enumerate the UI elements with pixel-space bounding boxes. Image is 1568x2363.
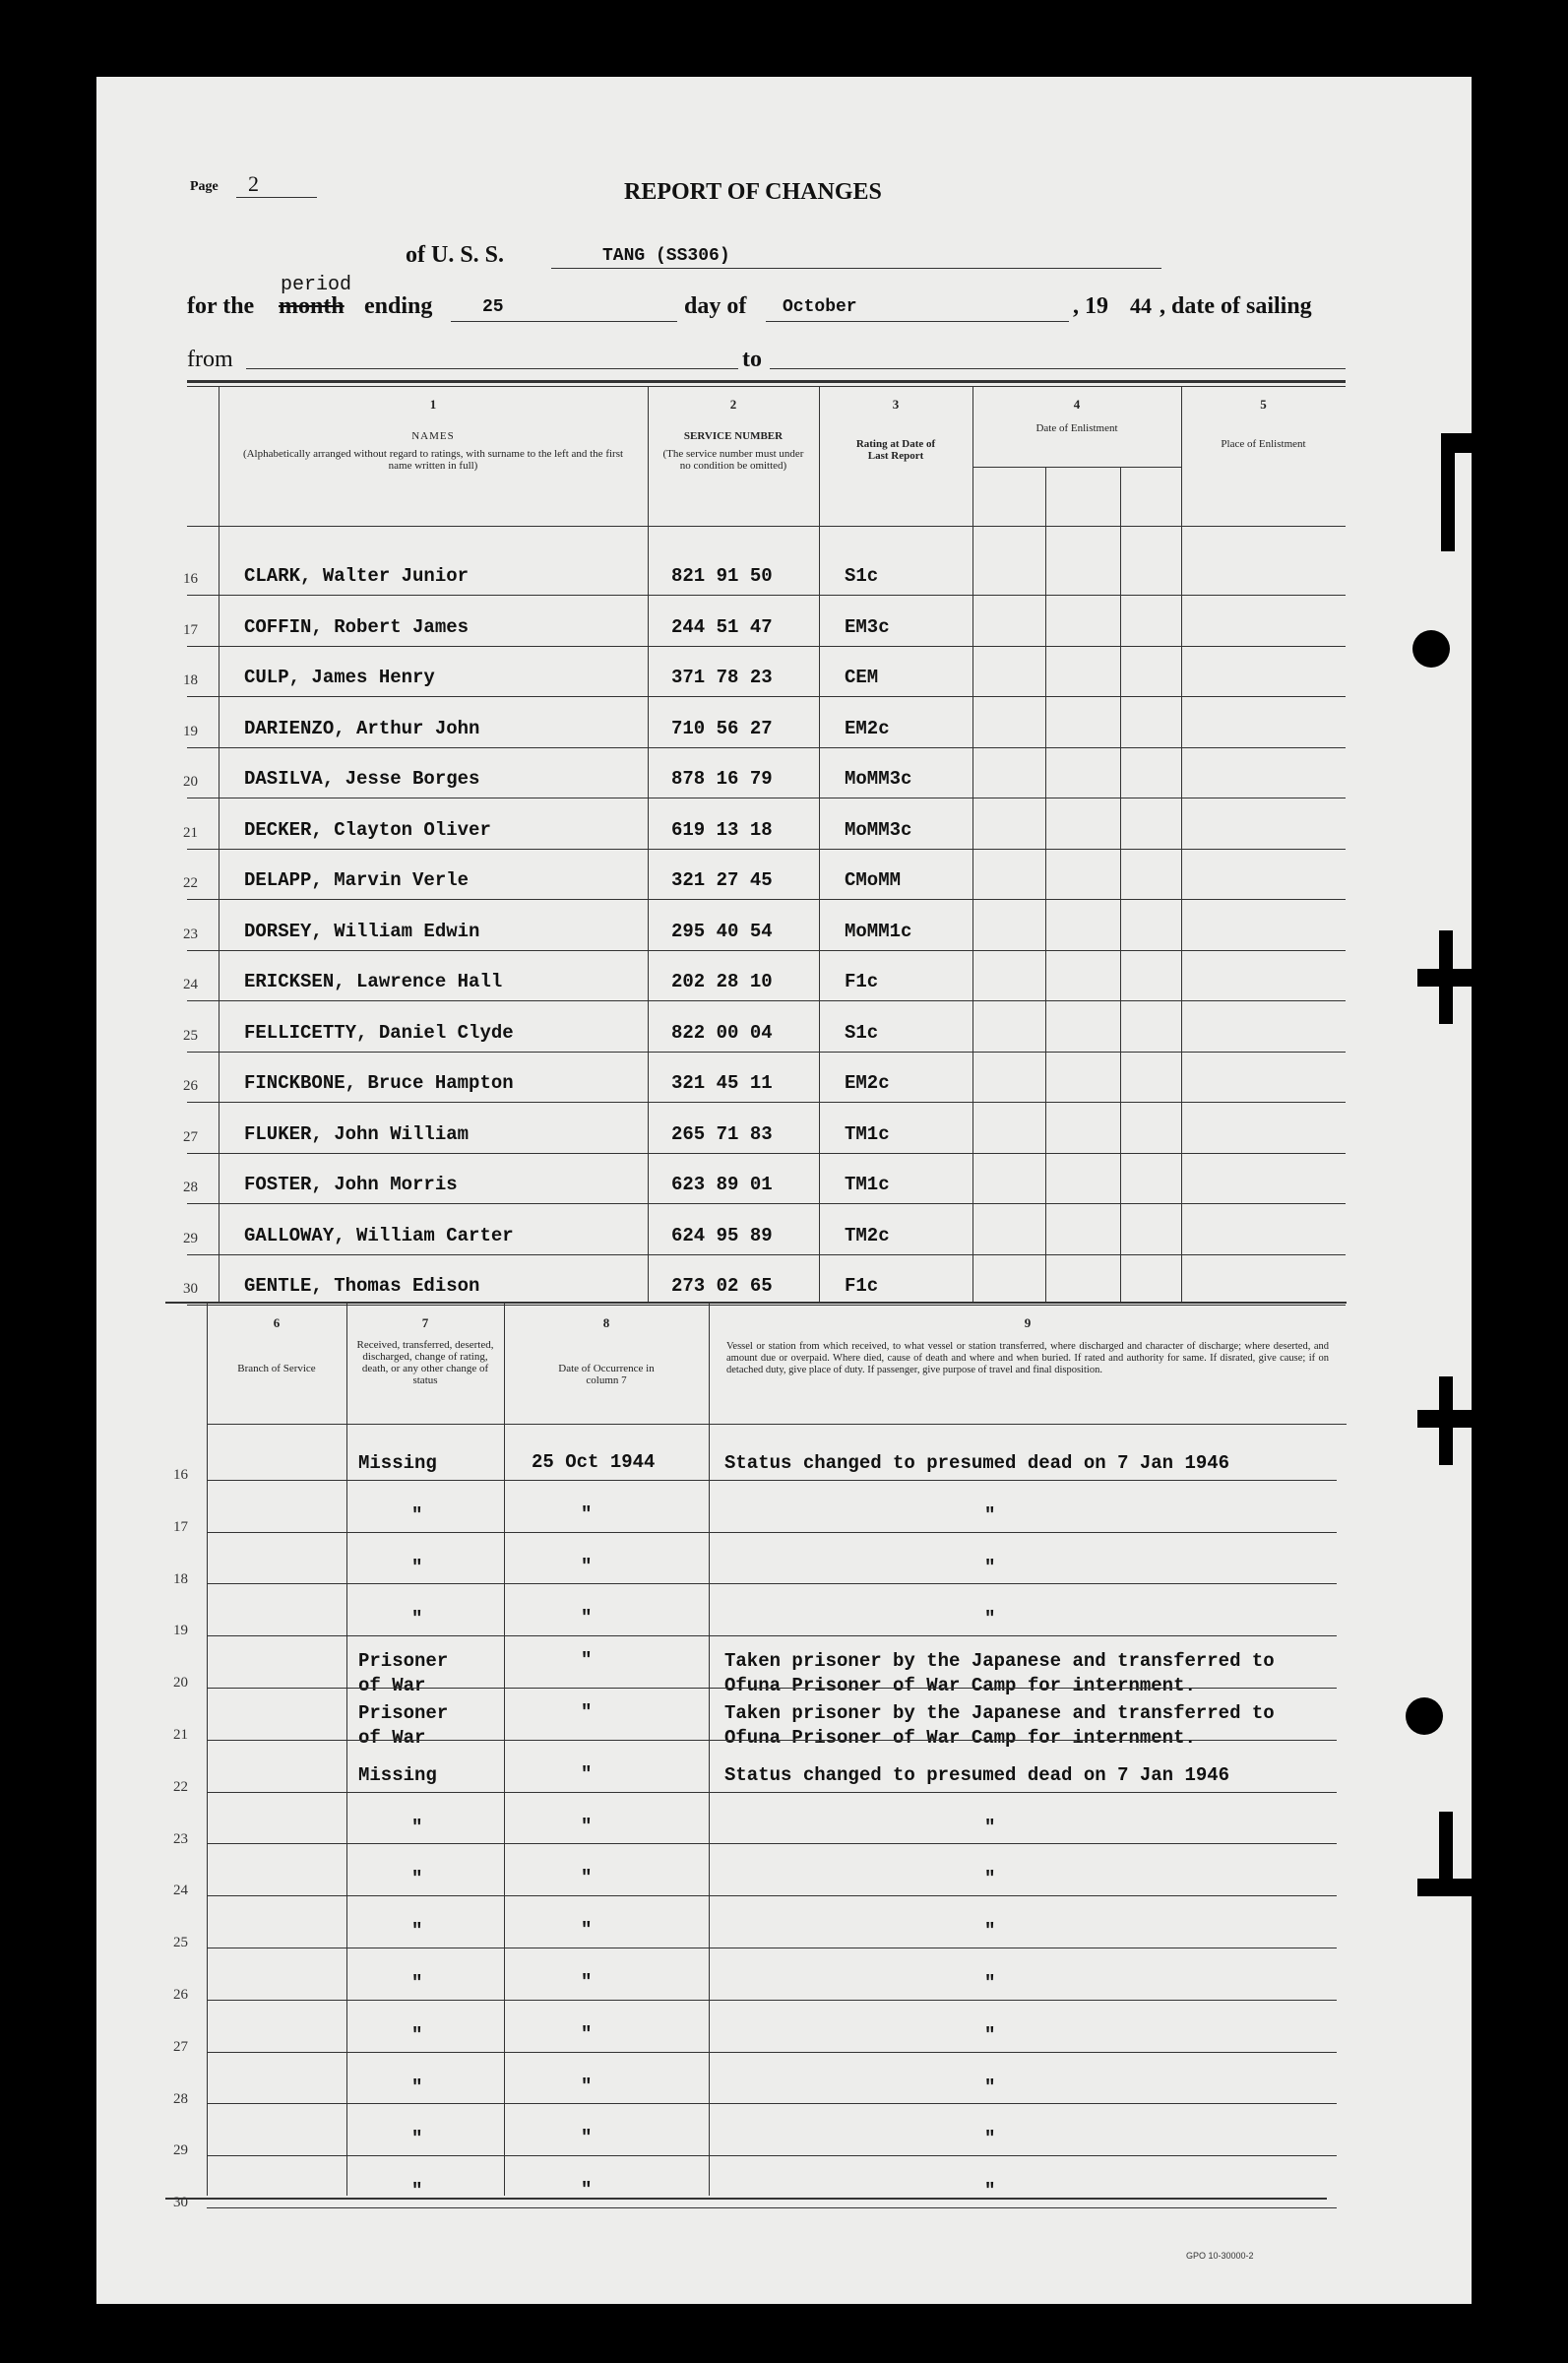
row-rule [207,1843,1337,1844]
remarks: " [984,1920,996,1943]
remarks: " [984,2076,996,2098]
rating: MoMM3c [845,768,912,790]
service-number: 623 89 01 [671,1174,773,1195]
service-number: 821 91 50 [671,565,773,587]
line-number: 29 [183,1230,198,1246]
rating: S1c [845,1021,879,1044]
form-title: REPORT OF CHANGES [624,179,882,205]
line-number: 29 [173,2142,188,2159]
row-rule [187,1052,1346,1053]
row-rule [207,2155,1337,2156]
col2-note: (The service number must under no condition be omitted) [662,448,804,472]
col5-number: 5 [1260,397,1267,412]
line-number: 17 [173,1518,188,1535]
row-rule [187,849,1346,850]
crew-name: GENTLE, Thomas Edison [244,1275,480,1297]
remarks: " [984,1972,996,1994]
line-number: 19 [173,1623,188,1639]
status-change: " [411,2128,423,2150]
occurrence-date: " [581,2022,593,2045]
line-number: 24 [183,977,198,992]
col6-number: 6 [273,1315,281,1330]
rating: F1c [845,971,879,992]
crew-name: CULP, James Henry [244,667,435,688]
remarks: " [984,1608,996,1630]
date-sailing-label: , date of sailing [1160,293,1312,319]
service-number: 371 78 23 [671,667,773,688]
row-rule [207,2000,1337,2001]
service-number: 878 16 79 [671,768,773,790]
occurrence-date: " [581,1555,593,1577]
rating: CEM [845,667,879,688]
service-number: 710 56 27 [671,717,773,739]
crew-name: CLARK, Walter Junior [244,565,470,587]
line-number: 17 [183,621,198,638]
line-number: 22 [183,875,198,891]
row-rule [207,1480,1337,1481]
ship-name: TANG (SS306) [602,246,730,266]
occurrence-date: " [581,1815,593,1837]
crew-name: GALLOWAY, William Carter [244,1224,514,1246]
line-number: 24 [173,1883,188,1899]
row-rule [187,1254,1346,1255]
occurrence-date: " [581,1607,593,1629]
occurrence-date: " [581,1971,593,1993]
col1-note: (Alphabetically arranged without regard to ratings, with surname to the left and the first name written in full) [242,448,624,472]
row-rule [207,2052,1337,2053]
col4-number: 4 [1073,397,1081,412]
service-number: 265 71 83 [671,1122,773,1145]
line-number: 25 [183,1027,198,1044]
line-number: 20 [183,774,198,790]
occurrence-date: " [581,1649,593,1672]
row-rule [187,595,1346,596]
remarks: Taken prisoner by the Japanese and transferred to Ofuna Prisoner of War Camp for internment. [724,1650,1275,1697]
service-number: 619 13 18 [671,818,773,841]
period-word: period [281,274,352,296]
binder-tab [1439,1376,1453,1465]
col2-title: SERVICE NUMBER [683,430,784,442]
crew-name: FINCKBONE, Bruce Hampton [244,1072,514,1094]
row-rule [187,950,1346,951]
status-change: " [411,1608,423,1630]
occurrence-date: " [581,2179,593,2202]
remarks: Taken prisoner by the Japanese and transferred to Ofuna Prisoner of War Camp for internment. [724,1702,1275,1749]
col9-number: 9 [1024,1315,1032,1330]
line-number: 26 [183,1078,198,1094]
ending-day: 25 [482,297,504,317]
line-number: 19 [183,723,198,739]
status-change: " [411,2023,423,2046]
crew-name: ERICKSEN, Lawrence Hall [244,971,503,992]
col3-title: Rating at Date of Last Report [855,438,936,462]
remarks: " [984,1503,996,1526]
remarks: Status changed to presumed dead on 7 Jan 1946 [724,1452,1230,1474]
remarks: " [984,1868,996,1890]
row-rule [187,1203,1346,1204]
crew-name: DASILVA, Jesse Borges [244,768,480,790]
col9-title: Vessel or station from which received, to what vessel or station transferred, where discharged and character of discharge; where deserted, and amount due or overpaid. Where died, cause of death and where and when buried. If rated and authority for same. If disrated, give cause; if on detached duty, give place of duty. If passenger, give purpose of travel and final disposition. [726,1341,1329,1375]
line-number: 20 [173,1675,188,1692]
line-number: 27 [183,1128,198,1145]
line-number: 22 [173,1778,188,1795]
year-suffix: 44 [1130,293,1152,318]
col7-title: Received, transferred, deserted, discharged, change of rating, death, or any other change of status [356,1339,494,1386]
status-change: " [411,1816,423,1838]
crew-name: DARIENZO, Arthur John [244,717,480,739]
day-of-label: day of [684,293,747,319]
col5-title: Place of Enlistment [1221,438,1306,450]
month-value: October [783,297,857,317]
line-number: 21 [183,824,198,841]
row-rule [207,1583,1337,1584]
col8-number: 8 [602,1315,610,1330]
occurrence-date: " [581,1502,593,1525]
status-change: " [411,2180,423,2203]
occurrence-date: " [581,2075,593,2097]
status-change: " [411,1920,423,1943]
remarks: " [984,1556,996,1578]
remarks: " [984,2128,996,2150]
line-number: 23 [183,926,198,942]
page-label: Page [190,179,219,194]
service-number: 624 95 89 [671,1224,773,1246]
crew-name: FOSTER, John Morris [244,1174,458,1195]
crew-name: COFFIN, Robert James [244,615,470,638]
service-number: 273 02 65 [671,1275,773,1297]
row-rule [207,2207,1337,2208]
binder-tab [1441,433,1455,551]
status-change: Missing [358,1763,437,1786]
status-change: Prisoner of War [358,1650,449,1697]
crew-name: FELLICETTY, Daniel Clyde [244,1021,514,1044]
row-rule [187,646,1346,647]
row-rule [187,747,1346,748]
col6-title: Branch of Service [237,1363,316,1374]
row-rule [187,1000,1346,1001]
page-number: 2 [248,171,259,196]
line-number: 16 [173,1467,188,1483]
col3-number: 3 [892,397,900,412]
occurrence-date: " [581,1919,593,1942]
crew-name: DELAPP, Marvin Verle [244,869,470,891]
row-rule [207,1792,1337,1793]
status-change: Prisoner of War [358,1702,449,1749]
status-change: " [411,1503,423,1526]
occurrence-date: " [581,1762,593,1785]
print-code: GPO 10-30000-2 [1186,2251,1254,2261]
col8-title: Date of Occurrence in column 7 [558,1363,655,1386]
rating: MoMM1c [845,920,912,942]
row-rule [207,2103,1337,2104]
from-label: from [187,347,233,372]
remarks: Status changed to presumed dead on 7 Jan 1946 [724,1763,1230,1786]
binder-tab [1439,930,1453,1024]
line-number: 23 [173,1830,188,1847]
rating: CMoMM [845,869,902,891]
line-number: 30 [173,2195,188,2211]
remarks: " [984,1816,996,1838]
rating: MoMM3c [845,818,912,841]
occurrence-date: " [581,1701,593,1723]
service-number: 244 51 47 [671,615,773,638]
line-number: 27 [173,2038,188,2055]
col7-number: 7 [421,1315,429,1330]
punch-hole [1406,1697,1443,1735]
rating: TM1c [845,1122,890,1145]
line-number: 25 [173,1935,188,1951]
rating: S1c [845,565,879,587]
col1-number: 1 [429,397,437,412]
row-rule [187,1153,1346,1154]
row-rule [187,899,1346,900]
struck-word: month [279,293,345,319]
line-number: 30 [183,1281,198,1297]
line-number: 18 [183,672,198,688]
line-number: 16 [183,571,198,587]
rating: TM2c [845,1224,890,1246]
row-rule [187,1102,1346,1103]
rating: TM1c [845,1174,890,1195]
crew-name: DORSEY, William Edwin [244,920,480,942]
row-rule [187,696,1346,697]
to-label: to [742,347,762,372]
status-change: " [411,2076,423,2098]
row-rule [187,1305,1346,1306]
of-uss-label: of U. S. S. [406,242,505,268]
service-number: 321 45 11 [671,1072,773,1094]
rating: F1c [845,1275,879,1297]
crew-name: DECKER, Clayton Oliver [244,818,491,841]
row-rule [207,1895,1337,1896]
binder-tab [1439,1812,1453,1895]
service-number: 822 00 04 [671,1021,773,1044]
remarks: " [984,2023,996,2046]
col1-title: NAMES [411,430,455,442]
row-rule [207,1688,1337,1689]
punch-hole [1412,630,1450,668]
year-prefix: , 19 [1073,293,1108,319]
occurrence-date: " [581,1867,593,1889]
occurrence-date: 25 Oct 1944 [532,1451,656,1473]
row-rule [207,1635,1337,1636]
col2-number: 2 [729,397,737,412]
service-number: 321 27 45 [671,869,773,891]
row-rule [207,1532,1337,1533]
rating: EM3c [845,615,890,638]
status-change: " [411,1972,423,1994]
status-change: " [411,1868,423,1890]
ending-label: ending [364,293,433,319]
row-rule [207,1740,1337,1741]
line-number: 18 [173,1570,188,1587]
remarks: " [984,2180,996,2203]
for-the-label: for the [187,293,255,319]
crew-name: FLUKER, John William [244,1122,470,1145]
occurrence-date: " [581,2127,593,2149]
line-number: 21 [173,1727,188,1743]
rating: EM2c [845,717,890,739]
status-change: " [411,1556,423,1578]
col4-title: Date of Enlistment [1035,422,1118,434]
line-number: 26 [173,1987,188,2003]
service-number: 295 40 54 [671,920,773,942]
service-number: 202 28 10 [671,971,773,992]
rating: EM2c [845,1072,890,1094]
line-number: 28 [183,1180,198,1195]
line-number: 28 [173,2090,188,2107]
status-change: Missing [358,1452,437,1474]
